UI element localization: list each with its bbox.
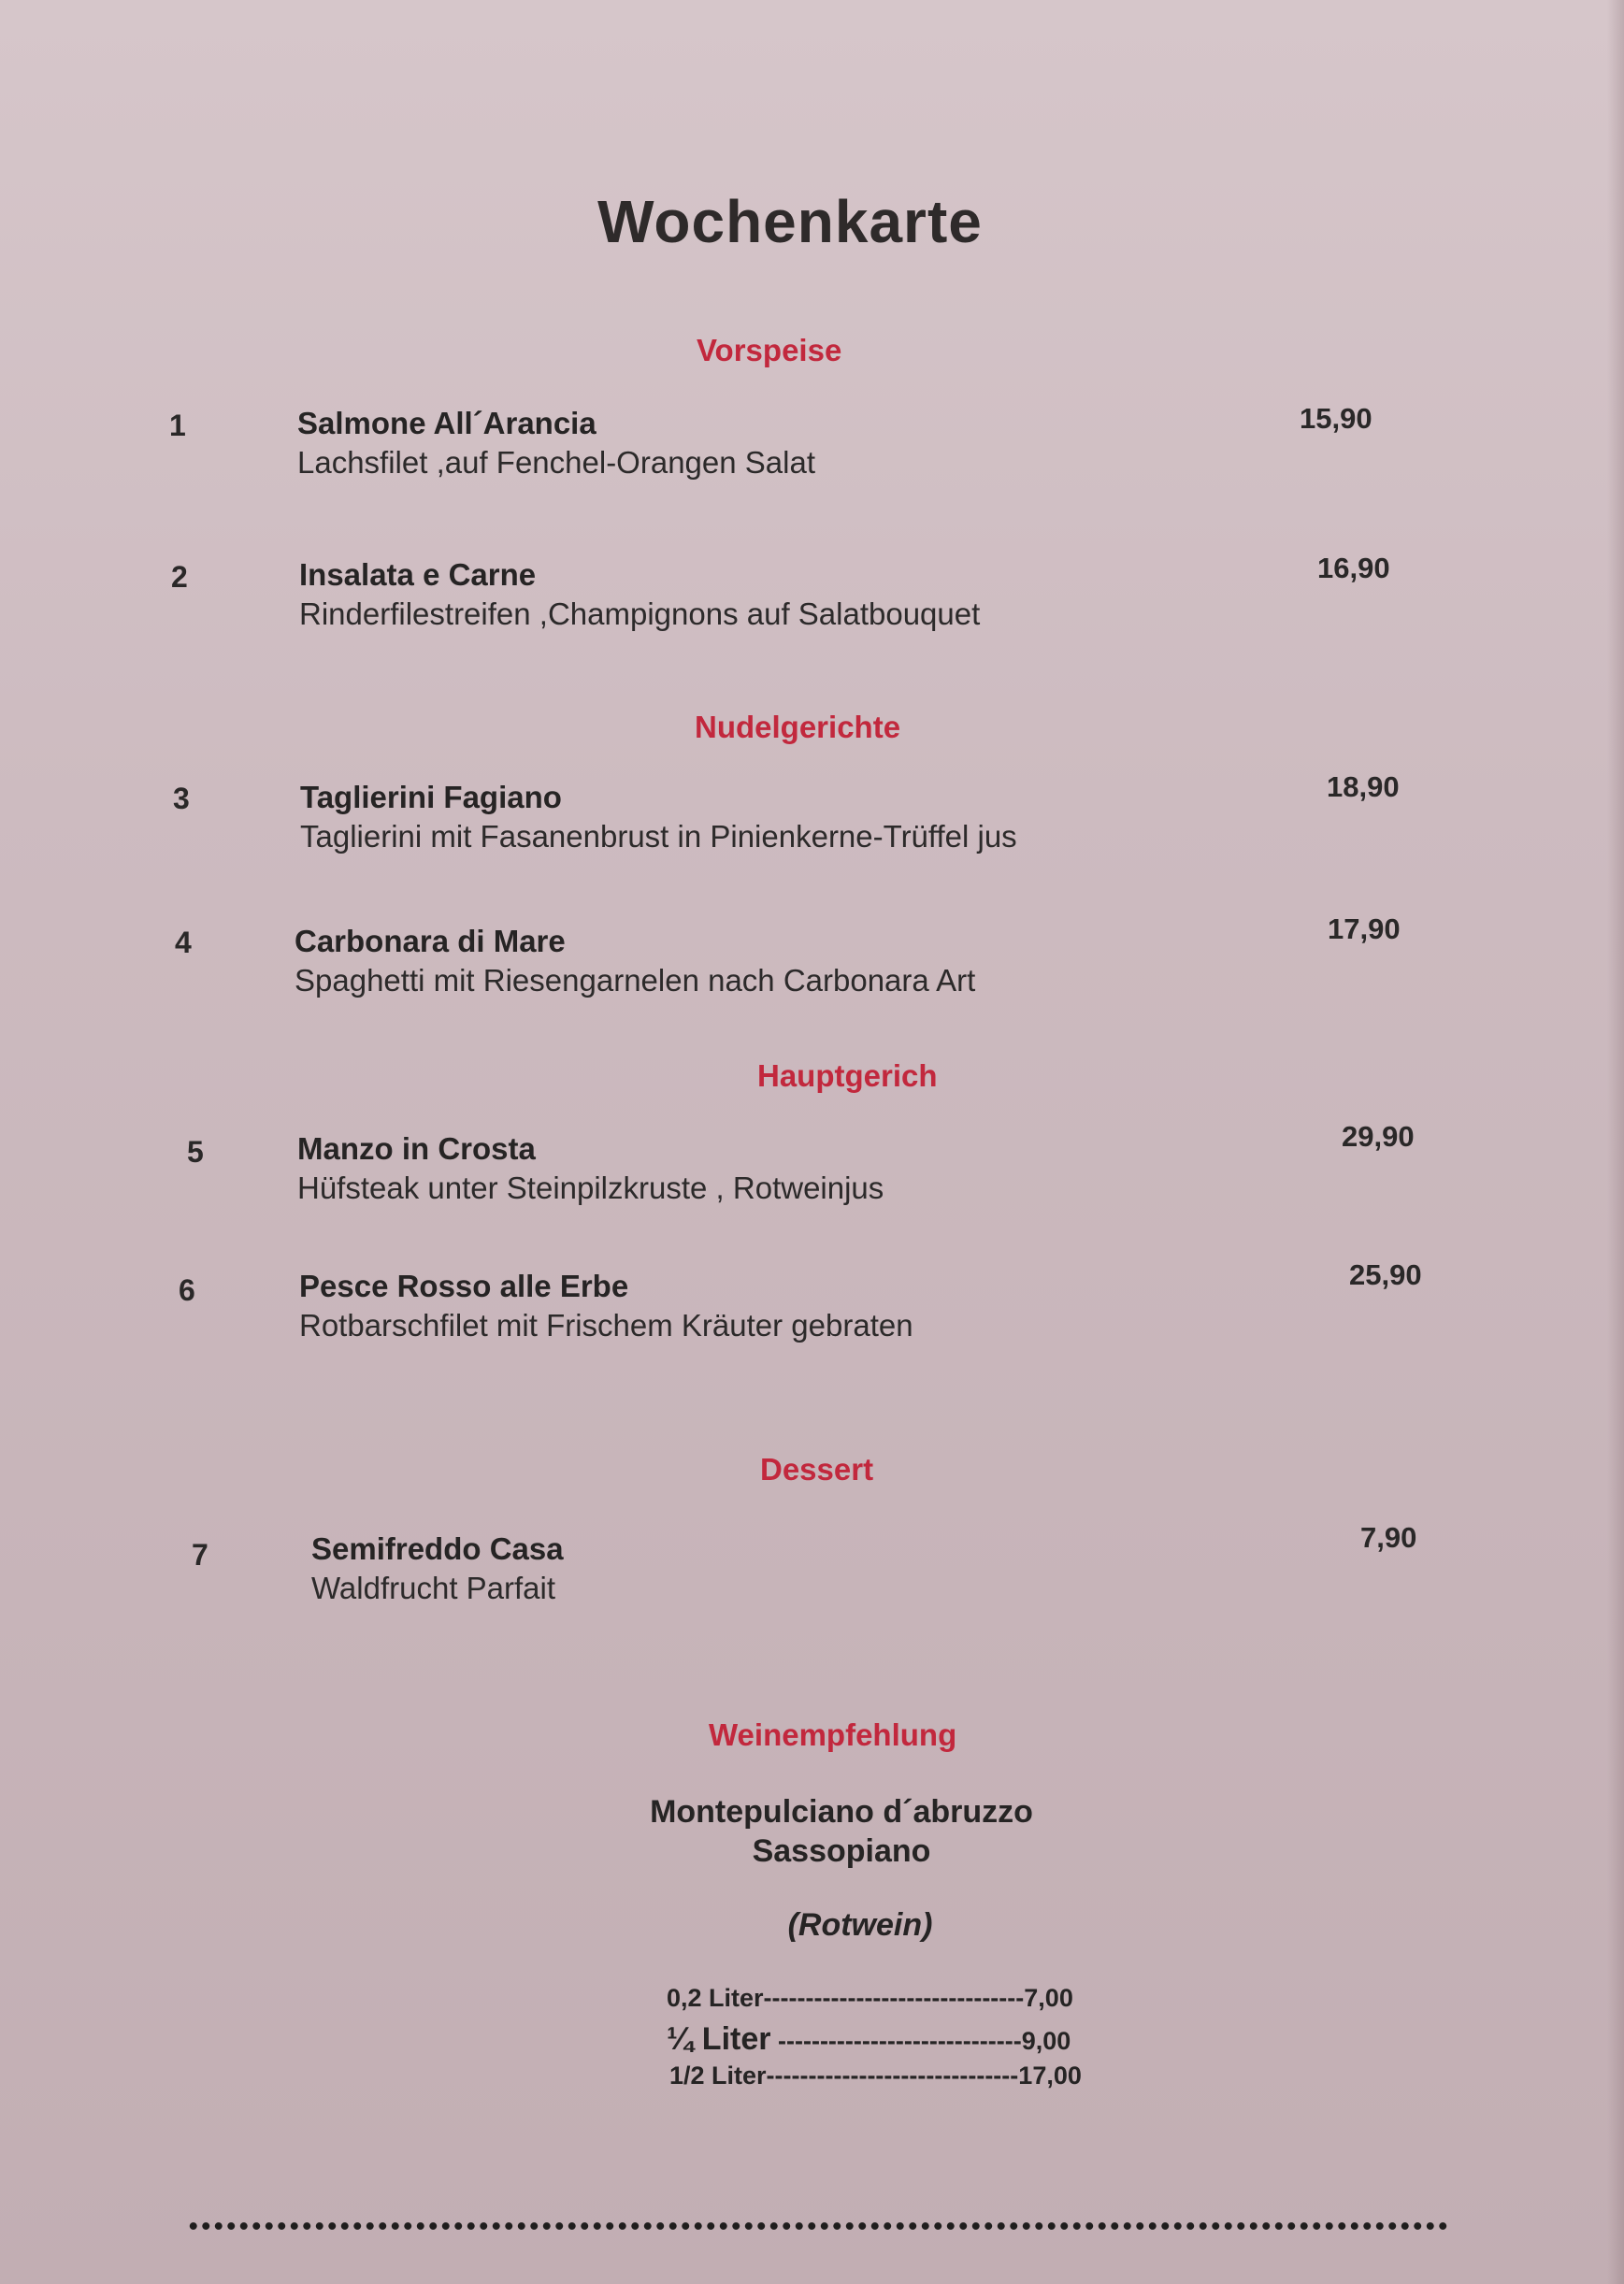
dish-name: Insalata e Carne [299, 557, 537, 592]
dish-item [311, 1530, 564, 1608]
dish-number: 3 [173, 782, 190, 815]
pour-dashes: ------------------------------ [766, 2061, 1019, 2090]
dish-price: 16,90 [1317, 552, 1390, 584]
dish-price: 7,90 [1360, 1521, 1417, 1554]
dish-price: 29,90 [1342, 1120, 1415, 1153]
pour-price: 17,00 [1018, 2061, 1082, 2090]
dish-name: Taglierini Fagiano [300, 780, 562, 814]
pour-amount: ¼ Liter [667, 2021, 771, 2057]
wine-pour-row [669, 2061, 1082, 2090]
dish-item [300, 778, 1017, 856]
dish-item [297, 404, 815, 482]
dish-name: Manzo in Crosta [297, 1131, 536, 1166]
dish-description: Lachsfilet ,auf Fenchel-Orangen Salat [297, 445, 815, 480]
dish-item [297, 1129, 884, 1208]
section-heading-vorspeise: Vorspeise [697, 333, 842, 367]
section-heading-nudelgerichte: Nudelgerichte [695, 710, 901, 744]
wine-pour-row [667, 1984, 1073, 2013]
dish-number: 7 [192, 1538, 208, 1572]
pour-price: 7,00 [1024, 1984, 1073, 2012]
dish-number: 2 [171, 560, 188, 594]
pour-price: 9,00 [1021, 2027, 1071, 2055]
dish-description: Rotbarschfilet mit Frischem Kräuter gebraten [299, 1308, 913, 1343]
pour-amount: 0,2 Liter [667, 1984, 764, 2012]
dish-price: 18,90 [1327, 770, 1400, 803]
wine-name [0, 1792, 1624, 1871]
dish-description: Hüfsteak unter Steinpilzkruste , Rotweinjus [297, 1171, 884, 1205]
menu-title: Wochenkarte [597, 188, 983, 255]
dish-number: 1 [169, 409, 186, 442]
pour-amount: 1/2 Liter [669, 2061, 767, 2090]
pour-dashes: ------------------------------- [763, 1984, 1025, 2012]
dish-name: Carbonara di Mare [295, 924, 566, 958]
wine-name-line2: Sassopiano [752, 1833, 931, 1869]
dish-price: 17,90 [1328, 912, 1401, 945]
dish-item [299, 1267, 913, 1345]
dish-item [299, 555, 980, 634]
dish-description: Waldfrucht Parfait [311, 1571, 556, 1605]
dish-item [295, 922, 975, 1000]
dotted-divider [187, 2221, 1449, 2231]
dish-price: 25,90 [1349, 1258, 1422, 1291]
dish-name: Semifreddo Casa [311, 1531, 564, 1566]
section-heading-weinempfehlung: Weinempfehlung [709, 1717, 957, 1752]
dish-description: Rinderfilestreifen ,Champignons auf Salatbouquet [299, 596, 981, 631]
dish-price: 15,90 [1300, 402, 1372, 435]
dish-number: 5 [187, 1135, 204, 1169]
section-heading-dessert: Dessert [760, 1452, 874, 1487]
dish-name: Salmone All´Arancia [297, 406, 596, 440]
pour-dashes: ----------------------------- [770, 2027, 1022, 2055]
dish-description: Spaghetti mit Riesengarnelen nach Carbonara Art [295, 963, 976, 998]
dish-description: Taglierini mit Fasanenbrust in Pinienkerne-Trüffel jus [300, 819, 1017, 854]
dish-number: 6 [179, 1273, 195, 1307]
section-heading-hauptgericht: Hauptgerich [757, 1058, 938, 1093]
dish-name: Pesce Rosso alle Erbe [299, 1269, 629, 1303]
wine-pour-row [667, 2021, 1071, 2058]
wine-type: (Rotwein) [787, 1907, 933, 1943]
dish-number: 4 [175, 926, 192, 959]
wine-name-line1: Montepulciano d´abruzzo [650, 1794, 1033, 1830]
